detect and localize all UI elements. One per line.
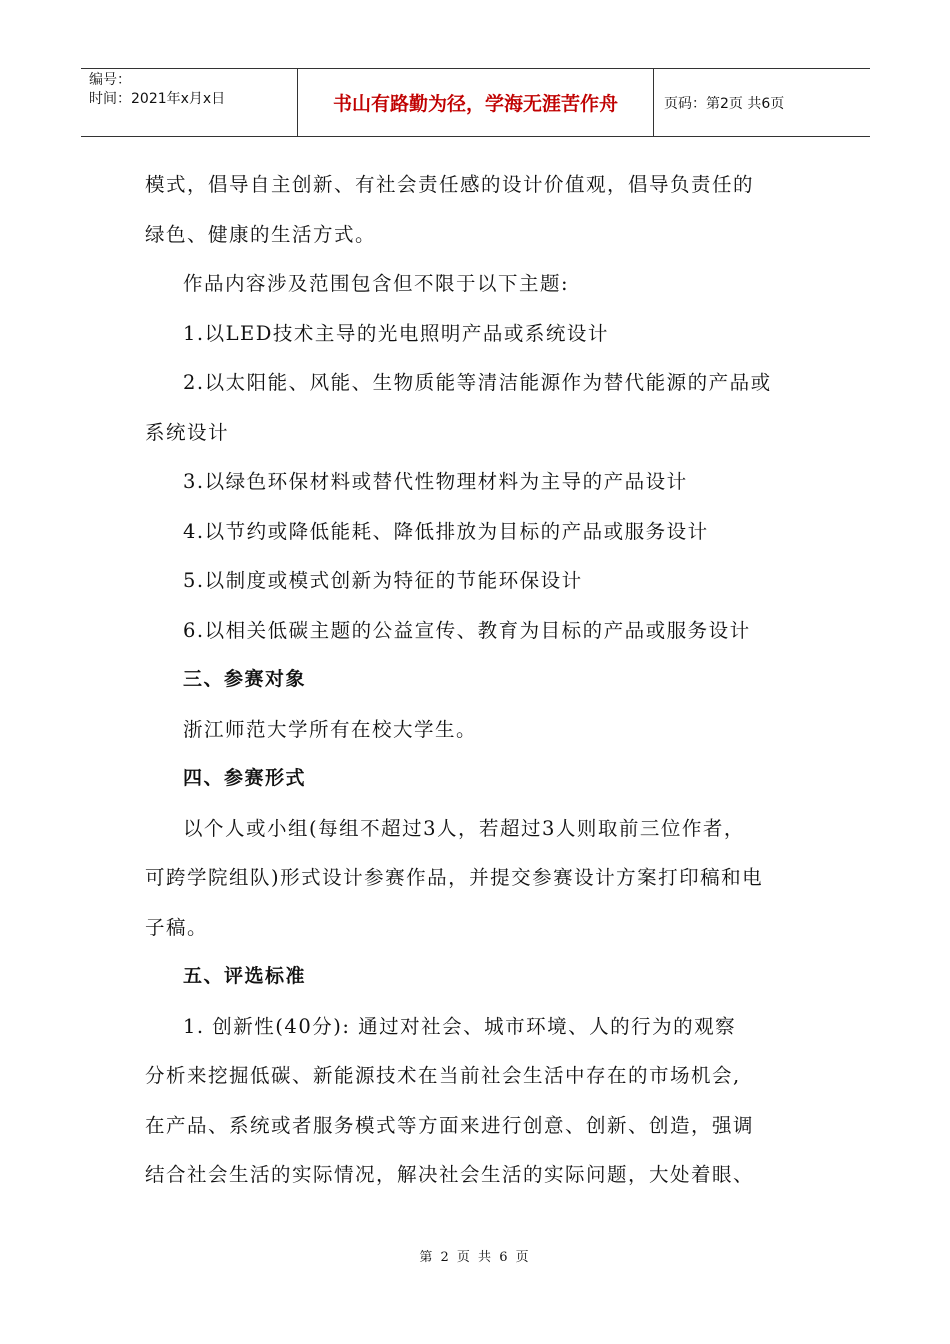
- page-header: [81, 68, 870, 137]
- paragraph-line: 4.以节约或降低能耗、降低排放为目标的产品或服务设计: [183, 519, 709, 543]
- paragraph-line: 系统设计: [145, 420, 230, 444]
- paragraph-line: 绿色、健康的生活方式。: [145, 222, 377, 246]
- header-page-info: 页码：第2页 共6页: [664, 95, 785, 112]
- paragraph-line: 结合社会生活的实际情况，解决社会生活的实际问题，大处着眼、: [145, 1163, 755, 1186]
- paragraph-line: 以个人或小组(每组不超过3人，若超过3人则取前三位作者，: [183, 816, 745, 840]
- paragraph-line: 6.以相关低碳主题的公益宣传、教育为目标的产品或服务设计: [183, 618, 751, 642]
- header-motto: 书山有路勤为径，学海无涯苦作舟: [298, 69, 654, 136]
- section-heading: 三、参赛对象: [183, 668, 307, 690]
- paragraph-line: 在产品、系统或者服务模式等方面来进行创意、创新、创造，强调: [145, 1113, 755, 1137]
- paragraph-line: 分析来挖掘低碳、新能源技术在当前社会生活中存在的市场机会,: [145, 1064, 741, 1087]
- number-label: 编号：: [89, 72, 131, 88]
- paragraph-line: 2.以太阳能、风能、生物质能等清洁能源作为替代能源的产品或: [183, 371, 772, 394]
- paragraph-line: 3.以绿色环保材料或替代性物理材料为主导的产品设计: [183, 470, 688, 493]
- page-footer: 第 2 页 共 6 页: [419, 1250, 531, 1265]
- paragraph-line: 可跨学院组队)形式设计参赛作品，并提交参赛设计方案打印稿和电: [145, 866, 764, 889]
- paragraph-line: 1. 创新性(40分): 通过对社会、城市环境、人的行为的观察: [183, 1014, 737, 1038]
- document-body: [145, 160, 810, 1200]
- paragraph-line: 作品内容涉及范围包含但不限于以下主题:: [183, 272, 570, 295]
- paragraph-line: 5.以制度或模式创新为特征的节能环保设计: [183, 569, 583, 592]
- header-meta: [81, 69, 298, 136]
- paragraph-line: 浙江师范大学所有在校大学生。: [183, 717, 478, 741]
- section-heading: 五、评选标准: [183, 965, 307, 987]
- time-label: 时间：2021年x月x日: [89, 91, 226, 107]
- paragraph-line: 子稿。: [145, 915, 209, 939]
- paragraph-line: 1.以LED技术主导的光电照明产品或系统设计: [183, 321, 609, 345]
- paragraph-line: 模式，倡导自主创新、有社会责任感的设计价值观，倡导负责任的: [145, 173, 755, 196]
- section-heading: 四、参赛形式: [183, 767, 307, 789]
